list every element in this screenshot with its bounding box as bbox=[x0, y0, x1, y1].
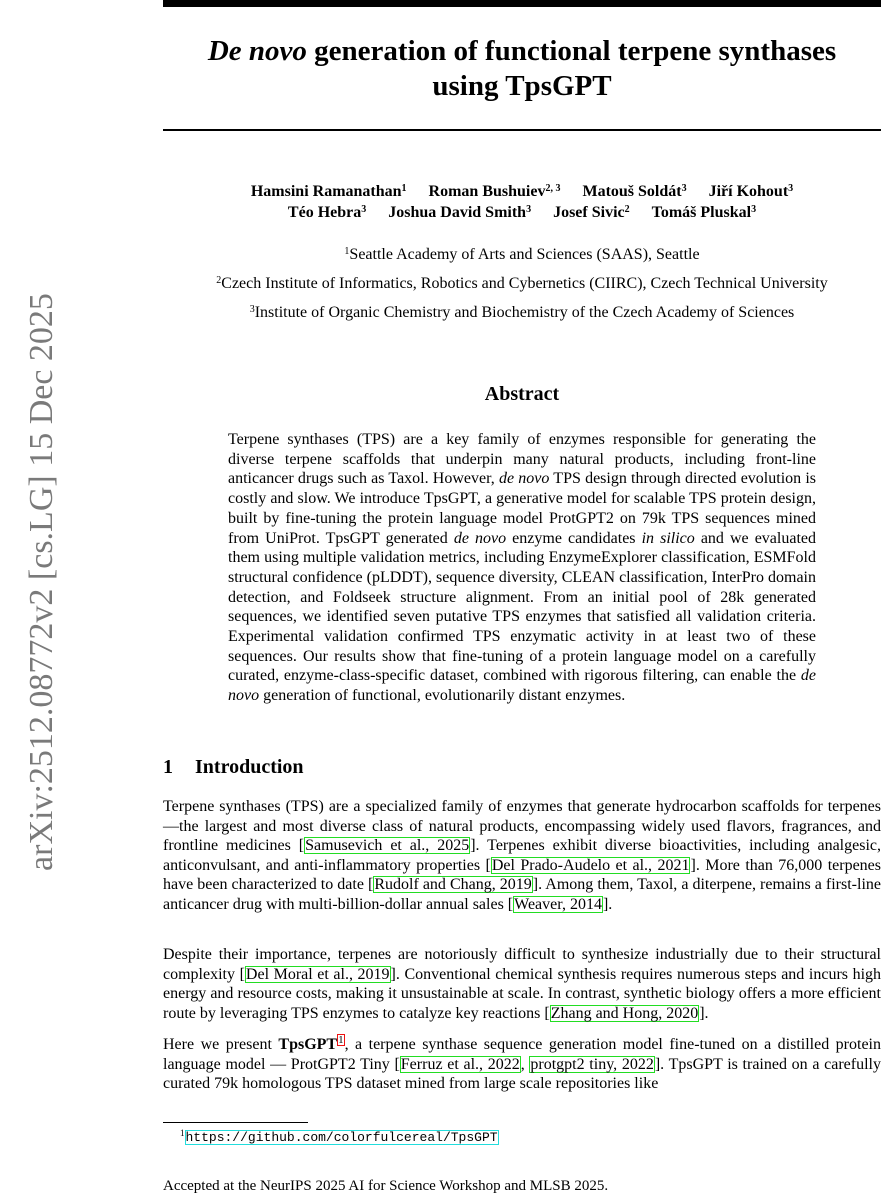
citation-link[interactable]: Rudolf and Chang, 2019 bbox=[374, 876, 532, 894]
abstract-heading: Abstract bbox=[484, 383, 560, 405]
title-italic: De novo bbox=[207, 35, 307, 67]
footnote-ref-link[interactable]: 1 bbox=[338, 1034, 344, 1046]
author: Hamsini Ramanathan$^1$ bbox=[250, 183, 407, 200]
affiliation-1: $^1$Seattle Academy of Arts and Sciences (SAAS), Seattle bbox=[344, 246, 700, 263]
footnote-rule bbox=[163, 1122, 308, 1123]
author: Jiří Kohout$^3$ bbox=[708, 183, 794, 200]
title-top-rule bbox=[163, 0, 881, 7]
citation-link[interactable]: Zhang and Hong, 2020 bbox=[550, 1004, 699, 1022]
footnote: $^1$https://github.com/colorfulcereal/TpsGPT bbox=[180, 1128, 498, 1145]
citation-link[interactable]: protgpt2 tiny, 2022 bbox=[530, 1055, 654, 1073]
arxiv-stamp[interactable]: arXiv:2512.08772v2 [cs.LG] 15 Dec 2025 bbox=[23, 293, 60, 871]
citation-link[interactable]: Del Moral et al., 2019 bbox=[245, 965, 390, 983]
github-url-link[interactable]: https://github.com/colorfulcereal/TpsGPT bbox=[185, 1130, 498, 1145]
title-line1: generation of functional terpene synthases bbox=[306, 35, 837, 67]
author: Téo Hebra$^3$ bbox=[287, 204, 367, 221]
affiliation-2: $^2$Czech Institute of Informatics, Robotics and Cybernetics (CIIRC), Czech Technical University bbox=[216, 275, 828, 292]
author: Josef Sivic$^2$ bbox=[553, 204, 630, 221]
citation-link[interactable]: Weaver, 2014 bbox=[514, 895, 602, 913]
author: Tomáš Pluskal$^3$ bbox=[651, 204, 757, 221]
paper-title bbox=[163, 34, 881, 104]
model-name: TpsGPT bbox=[278, 1036, 338, 1053]
citation-link[interactable]: Ferruz et al., 2022 bbox=[400, 1055, 520, 1073]
venue-note: Accepted at the NeurIPS 2025 AI for Science Workshop and MLSB 2025. bbox=[163, 1178, 609, 1194]
authors-row-1 bbox=[163, 182, 881, 202]
citation-link[interactable]: Samusevich et al., 2025 bbox=[305, 837, 470, 855]
author: Joshua David Smith$^3$ bbox=[388, 204, 532, 221]
author: Matouš Soldát$^3$ bbox=[582, 183, 687, 200]
section-title: Introduction bbox=[195, 756, 304, 778]
affiliation-3: $^3$Institute of Organic Chemistry and Biochemistry of the Czech Academy of Sciences bbox=[249, 304, 795, 321]
intro-paragraph-1: Terpene synthases (TPS) are a specialized family of enzymes that generate hydrocarbon scaffolds for terpenes—the largest and most diverse class of natural products, encompassing widely used flavors, fragrances, and frontline medicines [Samusevich et al., 2025]. Terpenes exhibit diverse bioactivities, including analgesic, anticonvulsant, and anti-inflammatory properties [Del Prado-Audelo et al., 2021]. More than 76,000 terpenes have been characterized to date [Rudolf and Chang, 2019]. Among them, Taxol, a diterpene, remains a first-line anticancer drug with multi-billion-dollar annual sales [Weaver, 2014]. bbox=[163, 798, 882, 913]
authors-row-2 bbox=[163, 203, 881, 223]
title-line2: using TpsGPT bbox=[432, 70, 612, 102]
section-number: 1 bbox=[163, 756, 173, 778]
title-bottom-rule bbox=[163, 129, 881, 131]
author: Roman Bushuiev$^{2, 3}$ bbox=[428, 183, 561, 200]
abstract-body: Terpene synthases (TPS) are a key family of enzymes responsible for generating the diverse terpene scaffolds that underpin many natural products, including front-line anticancer drugs such as Taxol. However, de novo TPS design through directed evolution is costly and slow. We introduce TpsGPT, a generative model for scalable TPS protein design, built by fine-tuning the protein language model ProtGPT2 on 79k TPS sequences mined from UniProt. TpsGPT generated de novo enzyme candidates in silico and we evaluated them using multiple validation metrics, including EnzymeExplorer classification, ESMFold structural confidence (pLDDT), sequence diversity, CLEAN classification, InterPro domain detection, and Foldseek structure alignment. From an initial pool of 28k generated sequences, we identified seven putative TPS enzymes that satisfied all validation criteria. Experimental validation confirmed TPS enzymatic activity in at least two of these sequences. Our results show that fine-tuning of a protein language model on a carefully curated, enzyme-class-specific dataset, combined with rigorous filtering, can enable the de novo generation of functional, evolutionarily distant enzymes. bbox=[228, 431, 817, 705]
section-heading bbox=[163, 756, 304, 779]
citation-link[interactable]: Del Prado-Audelo et al., 2021 bbox=[491, 856, 690, 874]
intro-paragraph-3: Here we present TpsGPT$^1$, a terpene synthase sequence generation model fine-tuned on a distilled protein language model — ProtGPT2 Tiny [Ferruz et al., 2022, protgpt2 tiny, 2022]. TpsGPT is trained on a carefully curated 79k homologous TPS dataset mined from large scale repositories like bbox=[163, 1034, 882, 1093]
intro-paragraph-2: Despite their importance, terpenes are notoriously difficult to synthesize industrially due to their structural complexity [Del Moral et al., 2019]. Conventional chemical synthesis requires numerous steps and incurs high energy and resource costs, making it unsustainable at scale. In contrast, synthetic biology offers a more efficient route by leveraging TPS enzymes to catalyze key reactions [Zhang and Hong, 2020]. bbox=[163, 946, 882, 1022]
